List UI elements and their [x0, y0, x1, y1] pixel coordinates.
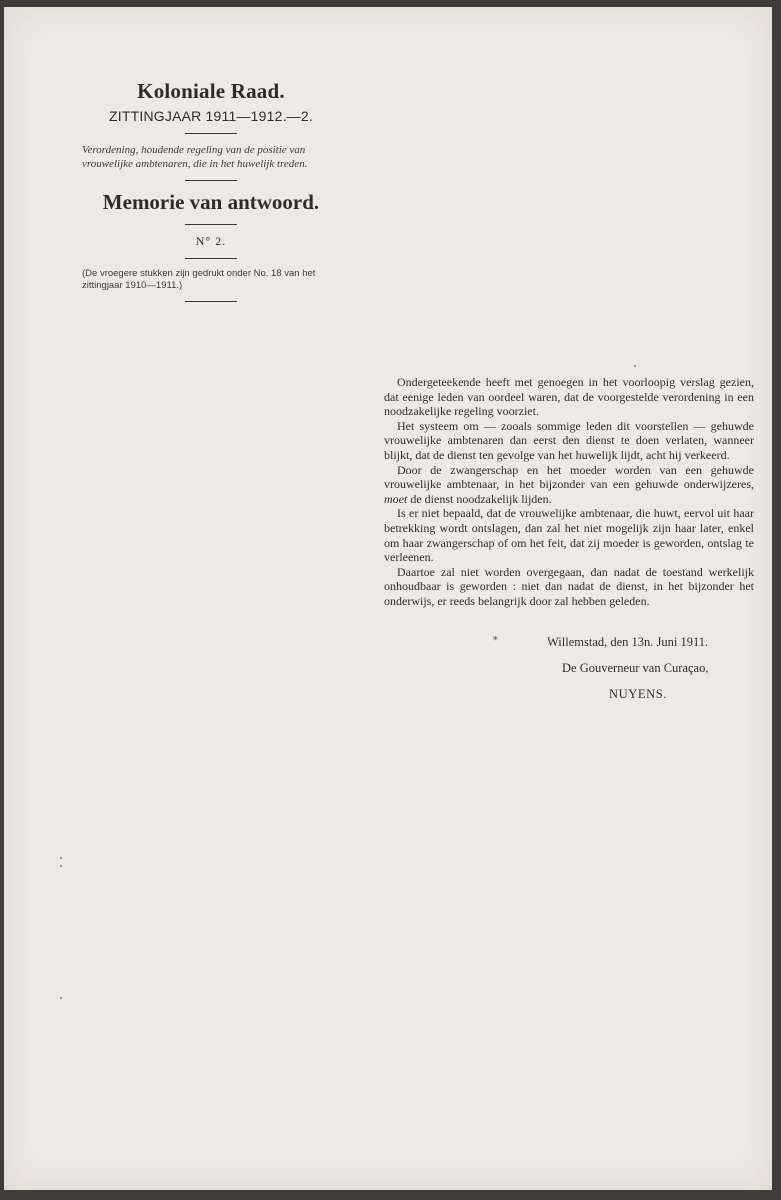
memo-title: Memorie van antwoord. [102, 190, 320, 214]
paragraph: Het systeem om — zooals sommige leden dit voorstellen — gehuwde vrouwelijke ambtenaren dan eerst den dienst te doen verlaten, wanneer blijkt, dat de dienst ten gevolge van het huwelijk lijdt, acht hij verkeerd. [384, 418, 754, 462]
signatory-role: De Gouverneur van Curaçao, [562, 661, 709, 675]
memo-body [384, 375, 754, 609]
signatory-name: NUYENS. [609, 687, 668, 701]
asterisk-mark: * [493, 636, 498, 646]
emphasis-text: moet [384, 491, 408, 506]
divider [185, 180, 237, 181]
paragraph-text: Door de zwangerschap en het moeder worden van een gehuwde vrouwelijke ambtenaar, in het bijzonder van een gehuwde onderwijzeres, [384, 462, 754, 492]
paragraph: Ondergeteekende heeft met genoegen in het voorloopig verslag gezien, dat eenige leden van oordeel waren, dat de voorgestelde verordening in een noodzakelijke regeling voorziet. [384, 375, 754, 419]
council-title: Koloniale Raad. [137, 79, 285, 103]
divider [185, 224, 237, 225]
paragraph: Daartoe zal niet worden overgegaan, dan nadat de toestand werkelijk onhoudbaar is geworden : niet dan nadat de dienst, in het bijzonder het onderwijs, er reeds belangrijk door zal hebben geleden. [384, 564, 754, 608]
paper-speck [634, 365, 636, 367]
place-date: Willemstad, den 13n. Juni 1911. [547, 635, 709, 649]
paper-speck [60, 865, 62, 867]
divider [185, 301, 237, 302]
divider [185, 258, 237, 259]
document-header [82, 79, 340, 311]
ordinance-subject: Verordening, houdende regeling van de positie van vrouwelijke ambtenaren, die in het huwelijk treden. [82, 144, 308, 170]
paper-speck [60, 857, 62, 859]
session-year: ZITTINGJAAR 1911—1912.—2. [109, 108, 313, 124]
paragraph [384, 463, 754, 507]
document-page [4, 7, 772, 1190]
paragraph-text: de dienst noodzakelijk lijden. [407, 491, 552, 506]
previous-documents-note: (De vroegere stukken zijn gedrukt onder No. 18 van het zittingjaar 1910—1911.) [82, 268, 316, 291]
paper-speck [60, 997, 62, 999]
divider [185, 133, 237, 134]
document-number: N° 2. [195, 234, 227, 248]
paragraph: Is er niet bepaald, dat de vrouwelijke ambtenaar, die huwt, eervol uit haar betrekking wordt ontslagen, dan zal het niet mogelijk zijn haar later, enkel om haar zwangerschap of om het feit, dat zij moeder is geworden, ontslag te verleenen. [384, 506, 754, 565]
